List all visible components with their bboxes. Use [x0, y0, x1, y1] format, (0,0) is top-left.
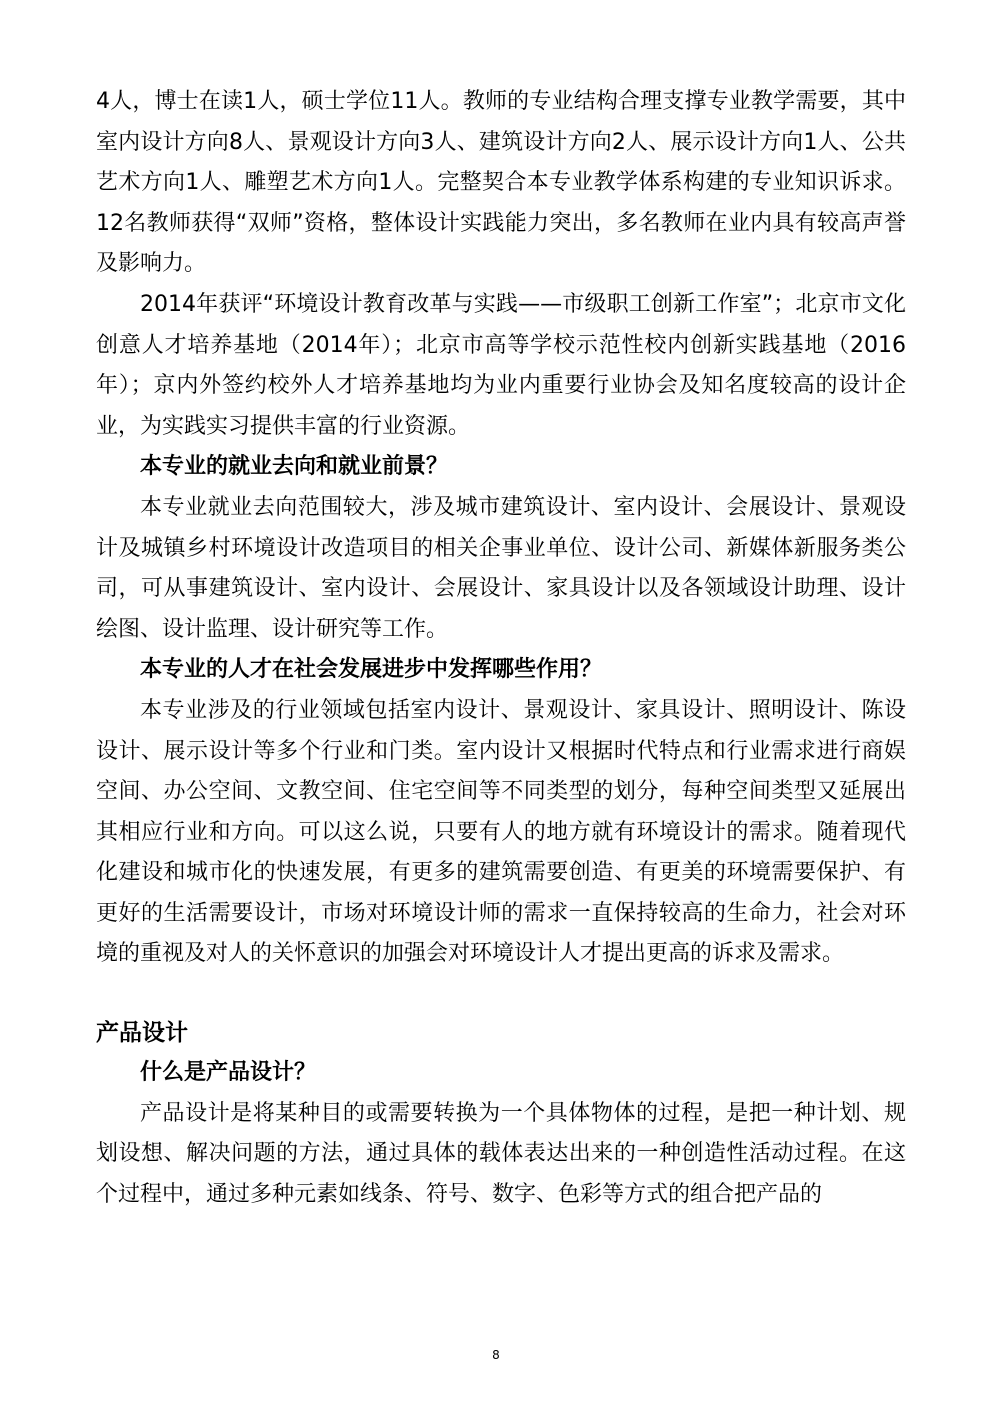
paragraph-employment: 本专业就业去向范围较大，涉及城市建筑设计、室内设计、会展设计、景观设计及城镇乡村环境设计改造项目的相关企事业单位、设计公司、新媒体新服务类公司，可从事建筑设计、室内设计、会展设计、家具设计以及各领域设计助理、设计绘图、设计监理、设计研究等工作。 — [96, 494, 906, 642]
paragraph-awards: 2014年获评“环境设计教育改革与实践——市级职工创新工作室”；北京市文化创意人才培养基地（2014年）；北京市高等学校示范性校内创新实践基地（2016年）；京内外签约校外人才培养基地均为业内重要行业协会及知名度较高的设计企业，为实践实习提供丰富的行业资源。 — [96, 291, 906, 439]
page-content — [96, 82, 906, 1215]
heading-what-is-product-design: 什么是产品设计？ — [140, 1060, 317, 1086]
section-spacer — [96, 975, 906, 1013]
heading-employment: 本专业的就业去向和就业前景？ — [140, 454, 449, 480]
paragraph-social-role: 本专业涉及的行业领域包括室内设计、景观设计、家具设计、照明设计、陈设设计、展示设计等多个行业和门类。室内设计又根据时代特点和行业需求进行商娱空间、办公空间、文教空间、住宅空间等不同类型的划分，每种空间类型又延展出其相应行业和方向。可以这么说，只要有人的地方就有环境设计的需求。随着现代化建设和城市化的快速发展，有更多的建筑需要创造、有更美的环境需要保护、有更好的生活需要设计，市场对环境设计师的需求一直保持较高的生命力，社会对环境的重视及对人的关怀意识的加强会对环境设计人才提出更高的诉求及需求。 — [96, 697, 906, 967]
paragraph-faculty: 4人，博士在读1人，硕士学位11人。教师的专业结构合理支撑专业教学需要，其中室内设计方向8人、景观设计方向3人、建筑设计方向2人、展示设计方向1人、公共艺术方向1人、雕塑艺术方向1人。完整契合本专业教学体系构建的专业知识诉求。12名教师获得“双师”资格，整体设计实践能力突出，多名教师在业内具有较高声誉及影响力。 — [96, 89, 906, 277]
paragraph-product-design: 产品设计是将某种目的或需要转换为一个具体物体的过程，是把一种计划、规划设想、解决问题的方法，通过具体的载体表达出来的一种创造性活动过程。在这个过程中，通过多种元素如线条、符号、数字、色彩等方式的组合把产品的 — [96, 1100, 906, 1207]
section-title-product-design: 产品设计 — [96, 1020, 188, 1047]
heading-social-role: 本专业的人才在社会发展进步中发挥哪些作用？ — [140, 657, 603, 683]
page-number: 8 — [492, 1348, 500, 1362]
